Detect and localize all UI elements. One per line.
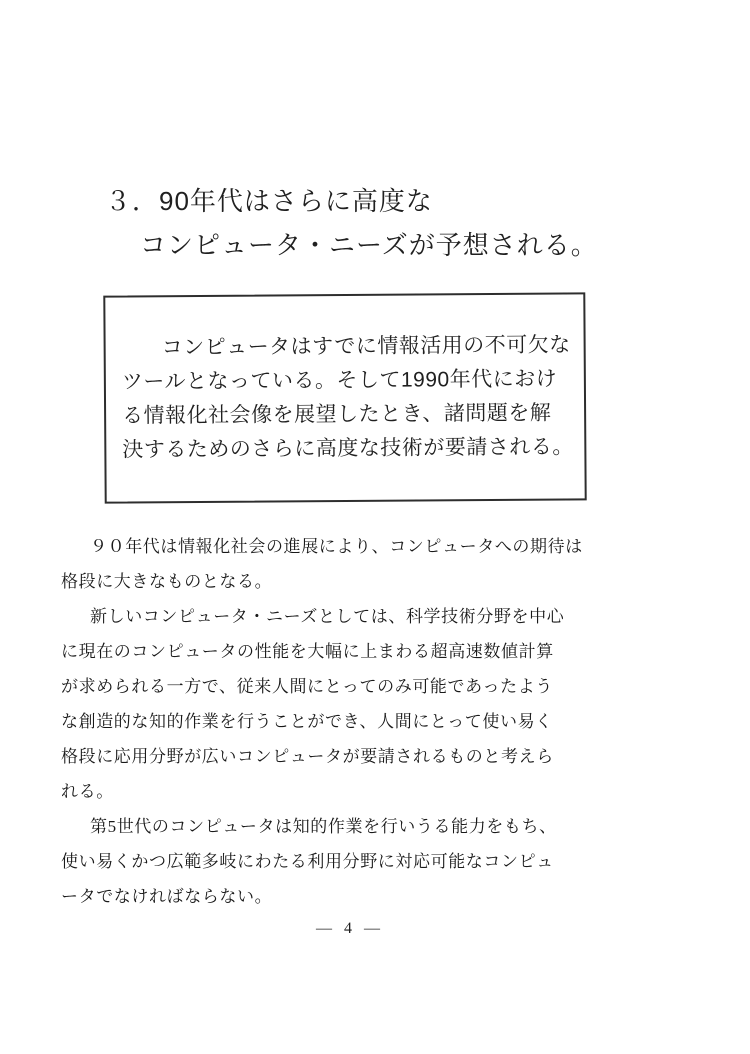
body-line: 第5世代のコンピュータは知的作業を行いうる能力をもち、 bbox=[90, 817, 557, 836]
summary-box-line: 決するためのさらに高度な技術が要請される。 bbox=[122, 435, 574, 462]
body-line: ータでなければならない。 bbox=[61, 887, 273, 906]
summary-box-line: る情報化社会像を展望したとき、諸問題を解 bbox=[122, 401, 552, 428]
page-number: — 4 — bbox=[316, 920, 384, 937]
summary-box-line: コンピュータはすでに情報活用の不可欠な bbox=[161, 333, 571, 360]
body-line: 格段に応用分野が広いコンピュータが要請されるものと考えら bbox=[61, 747, 554, 766]
section-heading bbox=[105, 179, 598, 267]
body-line: 格段に大きなものとなる。 bbox=[61, 572, 273, 591]
body-line: ９０年代は情報化社会の進展により、コンピュータへの期待は bbox=[90, 537, 583, 556]
body-line: 使い易くかつ広範多岐にわたる利用分野に対応可能なコンピュ bbox=[61, 852, 554, 871]
summary-box-line: ツールとなっている。そして1990年代におけ bbox=[121, 367, 558, 394]
body-line: れる。 bbox=[61, 782, 114, 801]
body-text bbox=[61, 529, 661, 914]
body-line: が求められる一方で、従来人間にとってのみ可能であったよう bbox=[61, 677, 553, 696]
body-line: な創造的な知的作業を行うことができ、人間にとって使い易く bbox=[61, 712, 553, 731]
body-line: に現在のコンピュータの性能を大幅に上まわる超高速数値計算 bbox=[61, 642, 554, 661]
section-heading-line2: コンピュータ・ニーズが予想される。 bbox=[140, 230, 598, 260]
section-heading-line1: ３．90年代はさらに高度な bbox=[105, 186, 433, 216]
body-line: 新しいコンピュータ・ニーズとしては、科学技術分野を中心 bbox=[90, 607, 565, 626]
summary-box bbox=[103, 292, 586, 503]
